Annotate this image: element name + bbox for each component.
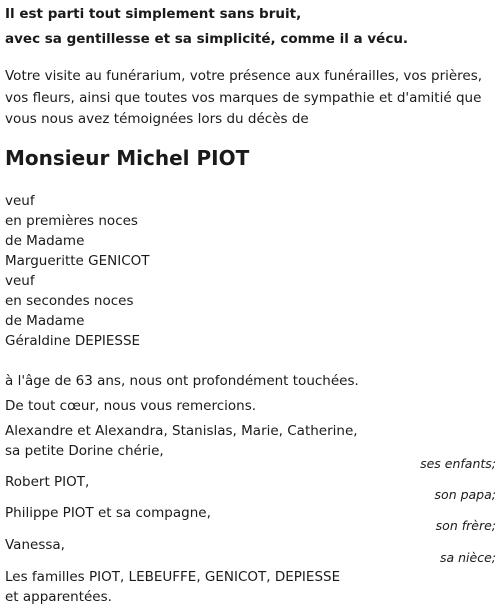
family-names-niece: Vanessa,: [5, 537, 65, 553]
family-names-children: Alexandre et Alexandra, Stanislas, Marie, Catherine,: [5, 423, 358, 439]
status-line: en premières noces: [5, 213, 138, 229]
closing-line-2: et apparentées.: [5, 589, 112, 605]
status-line: Géraldine DEPIESSE: [5, 333, 141, 349]
family-role-brother: son frère;: [435, 518, 496, 533]
family-names-brother: Philippe PIOT et sa compagne,: [5, 505, 211, 521]
status-line: veuf: [5, 193, 35, 209]
closing-line-1: Les familles PIOT, LEBEUFFE, GENICOT, DEPIESSE: [5, 569, 341, 585]
intro-line-3: vous nous avez témoignées lors du décès de: [5, 111, 309, 127]
deceased-name: Monsieur Michel PIOT: [5, 146, 250, 170]
status-line: veuf: [5, 273, 35, 289]
age-line: à l'âge de 63 ans, nous ont profondément touchées.: [5, 373, 359, 389]
family-role-niece: sa nièce;: [439, 550, 496, 565]
intro-line-1: Votre visite au funérarium, votre présence aux funérailles, vos prières,: [5, 68, 483, 84]
family-names-children-2: sa petite Dorine chérie,: [5, 443, 164, 459]
epigraph-line-2: avec sa gentillesse et sa simplicité, comme il a vécu.: [5, 31, 409, 47]
family-names-father: Robert PIOT,: [5, 474, 90, 490]
thanks-line: De tout cœur, nous vous remercions.: [5, 398, 257, 414]
status-line: Margueritte GENICOT: [5, 253, 150, 269]
intro-line-2: vos fleurs, ainsi que toutes vos marques de sympathie et d'amitié que: [5, 90, 482, 106]
epigraph-line-1: Il est parti tout simplement sans bruit,: [5, 6, 302, 22]
status-line: de Madame: [5, 233, 85, 249]
family-role-father: son papa;: [434, 487, 496, 502]
status-line: de Madame: [5, 313, 85, 329]
status-line: en secondes noces: [5, 293, 134, 309]
family-role-children: ses enfants;: [420, 456, 496, 471]
